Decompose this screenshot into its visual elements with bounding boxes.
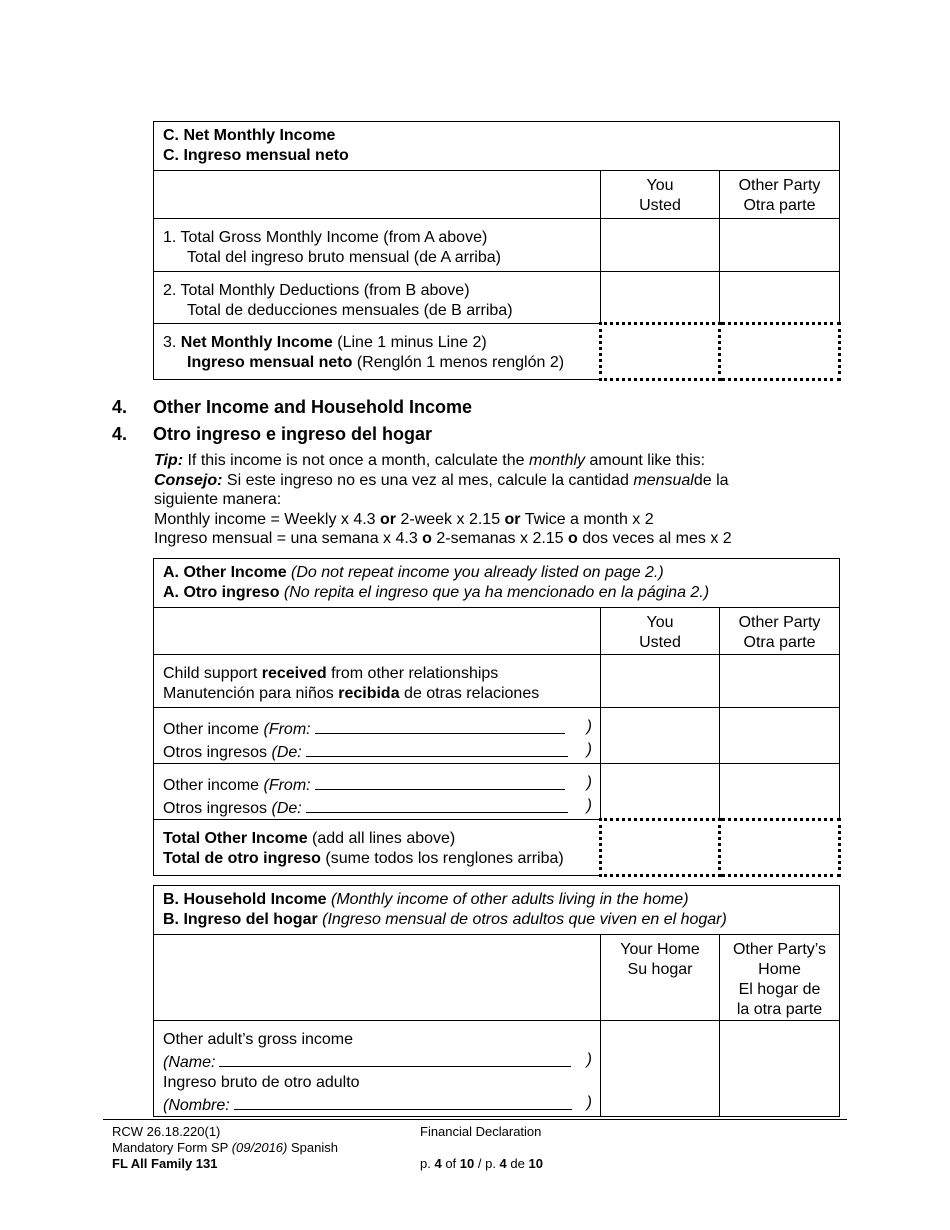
- close-paren: ): [586, 1051, 592, 1068]
- table-c-title-es: C. Ingreso mensual neto: [163, 147, 349, 164]
- formula-en-3: Twice a month x 2: [520, 510, 654, 528]
- gross-income-es: Total del ingreso bruto mensual (de A arriba): [187, 249, 501, 266]
- nombre-input[interactable]: [234, 1093, 572, 1110]
- close-paren: ): [586, 797, 592, 814]
- section-number-es: 4.: [112, 424, 128, 444]
- table-b-title-en: [163, 890, 831, 910]
- other-income-table: [153, 558, 841, 877]
- deductions-you-field[interactable]: [601, 272, 720, 324]
- formula-es-3: dos veces al mes x 2: [577, 530, 732, 547]
- child-support-other-field[interactable]: [720, 655, 840, 708]
- col-other-en: Other Party: [738, 177, 821, 194]
- col-other-home-4: la otra parte: [736, 1001, 823, 1018]
- name-input[interactable]: [219, 1050, 571, 1067]
- from-input-2[interactable]: [315, 773, 565, 790]
- col-you-es: Usted: [639, 634, 681, 651]
- adult-income-es: Ingreso bruto de otro adulto: [163, 1074, 360, 1091]
- adult-name-en-row: [163, 1050, 592, 1073]
- name-label: (Name:: [163, 1054, 216, 1071]
- table-b-italic-en: (Monthly income of other adults living in the home): [326, 891, 689, 908]
- cs-es-bold: recibida: [338, 685, 400, 702]
- deductions-label: [154, 272, 601, 324]
- adult-name-es-row: [163, 1093, 592, 1116]
- consejo-es: [154, 471, 794, 510]
- col-you-en: You: [646, 614, 674, 631]
- adult-income-en: Other adult’s gross income: [163, 1031, 354, 1048]
- tip-en: [154, 451, 814, 471]
- page-num: 4: [434, 1156, 442, 1171]
- gross-income-other-field[interactable]: [720, 219, 840, 272]
- table-a-bold-es: Otro ingreso: [183, 584, 280, 601]
- cs-es-2: de otras relaciones: [399, 685, 540, 702]
- formula-en-1: Monthly income = Weekly x 4.3: [154, 510, 381, 528]
- section-number-en: 4.: [112, 397, 128, 417]
- other-income-2-other-field[interactable]: [720, 764, 840, 820]
- table-a-header: [154, 559, 840, 608]
- child-support-you-field[interactable]: [601, 655, 720, 708]
- page-total: 10: [459, 1156, 475, 1171]
- col-home-es: Su hogar: [627, 961, 693, 978]
- table-b-prefix-es: B.: [163, 911, 184, 928]
- footer-rcw: RCW 26.18.220(1): [112, 1124, 221, 1139]
- consejo-text-2: de la siguiente manera:: [154, 471, 729, 508]
- col-header-your-home: [601, 935, 720, 1021]
- formula-en: [154, 510, 814, 530]
- section-title-es: Otro ingreso e ingreso del hogar: [153, 424, 433, 444]
- page-de: de: [506, 1156, 529, 1171]
- col-home-en: Your Home: [620, 941, 700, 958]
- total-other-income-en: [163, 829, 591, 849]
- close-paren: ): [586, 774, 592, 791]
- page-total-es: 10: [528, 1156, 543, 1171]
- adult-income-your-home-field[interactable]: [601, 1021, 720, 1117]
- formula-es-2: 2-semanas x 2.15: [431, 530, 569, 547]
- other-income-2-es: [163, 796, 592, 819]
- footer-doc-title: Financial Declaration: [420, 1124, 542, 1139]
- table-c-header: [154, 122, 840, 171]
- formula-en-or-2: or: [504, 510, 521, 528]
- total-en-rest: (add all lines above): [307, 830, 456, 847]
- table-b-blank-header: [154, 935, 601, 1021]
- other-income-en-label: Other income: [163, 777, 264, 794]
- formula-en-or-1: or: [380, 510, 397, 528]
- total-es-bold: Total de otro ingreso: [163, 850, 321, 867]
- formula-es-o-2: o: [568, 530, 578, 547]
- table-a-title-en: [163, 563, 831, 583]
- col-you-es: Usted: [639, 197, 681, 214]
- total-other-income-label: [154, 820, 601, 876]
- child-support-es: [163, 684, 592, 704]
- formula-es-o-1: o: [422, 530, 432, 547]
- footer-mandatory-date: (09/2016): [231, 1140, 288, 1155]
- col-other-home-3: El hogar de: [738, 981, 821, 998]
- other-adult-income-label: [154, 1021, 601, 1117]
- page-p: p.: [420, 1156, 435, 1171]
- de-label: (De:: [271, 744, 302, 761]
- de-input-1[interactable]: [306, 740, 568, 757]
- net-income-other-field[interactable]: [720, 324, 840, 380]
- close-paren: ): [586, 718, 592, 735]
- formula-es-1: Ingreso mensual = una semana x 4.3: [154, 530, 423, 547]
- table-c-title-en: C. Net Monthly Income: [163, 127, 336, 144]
- from-input-1[interactable]: [315, 717, 565, 734]
- col-header-other-party: [720, 608, 840, 655]
- nombre-label: (Nombre:: [163, 1097, 230, 1114]
- col-header-other-party: [720, 171, 840, 219]
- tip-text-1: If this income is not once a month, calculate the: [183, 452, 529, 469]
- col-header-other-party-home: [720, 935, 840, 1021]
- net-income-rest-es: (Renglón 1 menos renglón 2): [352, 354, 565, 371]
- net-monthly-income-table: [153, 121, 841, 381]
- net-income-es: [163, 353, 591, 373]
- footer-page-number: [420, 1156, 543, 1172]
- deductions-en: 2. Total Monthly Deductions (from B above): [163, 282, 470, 299]
- gross-income-you-field[interactable]: [601, 219, 720, 272]
- section-title-en: Other Income and Household Income: [153, 397, 473, 417]
- formula-es: [154, 529, 814, 549]
- col-you-en: You: [646, 177, 674, 194]
- other-income-2-en: [163, 773, 592, 796]
- page-sep: / p.: [474, 1156, 500, 1171]
- net-income-rest-en: (Line 1 minus Line 2): [332, 334, 487, 351]
- col-other-es: Otra parte: [743, 634, 816, 651]
- net-income-bold-es: Ingreso mensual neto: [187, 354, 353, 371]
- table-b-title-es: [163, 910, 831, 930]
- table-b-bold-en: Household Income: [183, 891, 327, 908]
- de-input-2[interactable]: [306, 796, 568, 813]
- other-income-2-label: [154, 764, 601, 820]
- total-en-bold: Total Other Income: [163, 830, 308, 847]
- net-income-label: [154, 324, 601, 380]
- table-a-bold-en: Other Income: [183, 564, 287, 581]
- other-income-1-en: [163, 717, 592, 740]
- gross-income-en: 1. Total Gross Monthly Income (from A above): [163, 229, 488, 246]
- other-income-en-label: Other income: [163, 721, 264, 738]
- other-income-1-other-field[interactable]: [720, 708, 840, 764]
- child-support-en: [163, 664, 592, 684]
- col-header-you: [601, 608, 720, 655]
- tip-monthly: monthly: [529, 452, 586, 469]
- net-income-you-field[interactable]: [601, 324, 720, 380]
- total-other-income-es: [163, 849, 591, 869]
- gross-income-label: [154, 219, 601, 272]
- other-income-2-you-field[interactable]: [601, 764, 720, 820]
- cs-en-bold: received: [261, 665, 327, 682]
- total-es-rest: (sume todos los renglones arriba): [320, 850, 564, 867]
- total-other-income-other-field[interactable]: [720, 820, 840, 876]
- from-label: (From:: [263, 721, 311, 738]
- table-a-prefix-en: A.: [163, 564, 184, 581]
- table-c-blank-header: [154, 171, 601, 219]
- cs-en-2: from other relationships: [326, 665, 499, 682]
- cs-es-1: Manutención para niños: [163, 685, 339, 702]
- footer-divider: [103, 1119, 847, 1120]
- footer-mandatory: [112, 1140, 338, 1156]
- other-income-1-label: [154, 708, 601, 764]
- deductions-es: Total de deducciones mensuales (de B arriba): [187, 302, 513, 319]
- child-support-label: [154, 655, 601, 708]
- col-header-you: [601, 171, 720, 219]
- table-b-header: [154, 886, 840, 935]
- page-num-es: 4: [499, 1156, 507, 1171]
- consejo-text-1: Si este ingreso no es una vez al mes, calcule la cantidad: [222, 471, 634, 489]
- footer-mandatory-2: Spanish: [287, 1140, 338, 1155]
- consejo-label: Consejo:: [154, 471, 223, 489]
- deductions-other-field[interactable]: [720, 272, 840, 324]
- footer-left: [112, 1124, 338, 1172]
- de-label: (De:: [271, 800, 302, 817]
- close-paren: ): [586, 1094, 592, 1111]
- footer-mandatory-1: Mandatory Form SP: [112, 1140, 232, 1155]
- other-income-1-es: [163, 740, 592, 763]
- table-b-italic-es: (Ingreso mensual de otros adultos que viven en el hogar): [317, 911, 727, 928]
- col-other-home-1: Other Party’s: [732, 941, 827, 958]
- net-income-bold-en: Net Monthly Income: [180, 334, 333, 351]
- table-a-prefix-es: A.: [163, 584, 184, 601]
- consejo-mensual: mensual: [633, 471, 694, 489]
- cs-en-1: Child support: [163, 665, 262, 682]
- col-other-home-2: Home: [758, 961, 801, 978]
- other-income-1-you-field[interactable]: [601, 708, 720, 764]
- total-other-income-you-field[interactable]: [601, 820, 720, 876]
- page-of: of: [441, 1156, 460, 1171]
- tip-text-2: amount like this:: [585, 452, 706, 469]
- table-a-title-es: [163, 583, 831, 603]
- table-a-blank-header: [154, 608, 601, 655]
- col-other-es: Otra parte: [743, 197, 816, 214]
- col-other-en: Other Party: [738, 614, 821, 631]
- other-income-es-label: Otros ingresos: [163, 744, 272, 761]
- table-b-prefix-en: B.: [163, 891, 184, 908]
- footer-form-id: FL All Family 131: [112, 1156, 218, 1171]
- net-income-en: [163, 333, 591, 353]
- tip-label: Tip:: [154, 452, 184, 469]
- adult-income-other-home-field[interactable]: [720, 1021, 840, 1117]
- net-income-num: 3.: [163, 334, 181, 351]
- other-income-es-label: Otros ingresos: [163, 800, 272, 817]
- close-paren: ): [586, 741, 592, 758]
- tip-block: [154, 451, 814, 549]
- table-b-bold-es: Ingreso del hogar: [183, 911, 318, 928]
- table-a-italic-en: (Do not repeat income you already listed on page 2.): [286, 564, 664, 581]
- formula-en-2: 2-week x 2.15: [396, 510, 505, 528]
- household-income-table: [153, 885, 840, 1117]
- from-label: (From:: [263, 777, 311, 794]
- table-a-italic-es: (No repita el ingreso que ya ha mencionado en la página 2.): [279, 584, 710, 601]
